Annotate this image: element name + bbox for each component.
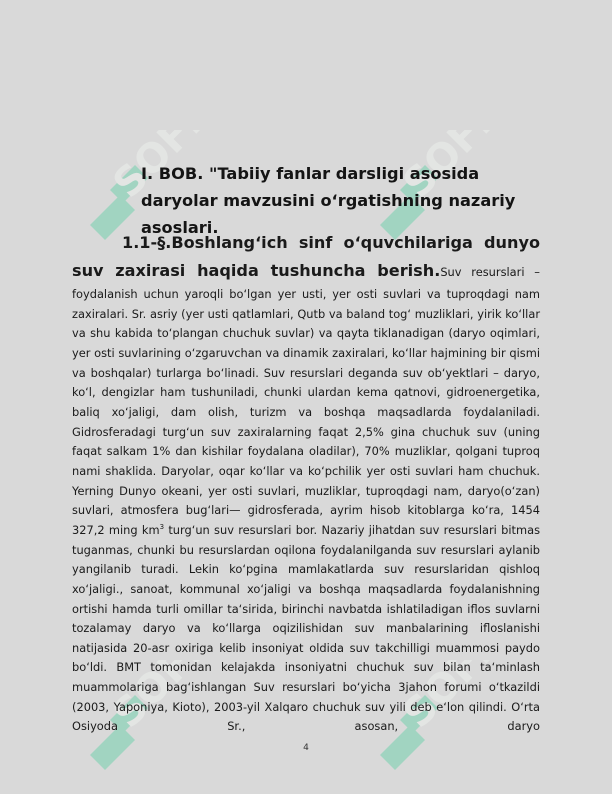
svg-text:SOFF: SOFF <box>394 660 511 738</box>
chapter-title: I. BOB. "Tabiiy fanlar darsligi asosida daryolar mavzusini o‘rgatishning nazariy asoslari. <box>141 164 516 237</box>
svg-text:SOFF: SOFF <box>394 130 511 208</box>
body-text: Suv resurslari – foydalanish uchun yaroqli bo‘lgan yer usti, yer osti suvlari va tuproqdagi nam zaxiralari. Sr. asriy (yer usti qatlamlari, Qutb va baland tog‘ muzliklari, yirik ko‘llar va shu kabida to‘plangan chuchuk suvlar) va qayta tiklanadigan (daryo oqimlari, yer osti suvlarining o‘zgaruvchan va dinamik zaxiralari, ko‘llar hajmining bir qismi va boshqalar) turlarga bo‘linadi. Suv resurslari deganda suv ob‘yektlari – daryo, ko‘l, dengizlar ham tushuniladi, chunki ulardan kema qatnovi, gidroenergetika, baliq xo‘jaligi, dam olish, turizm va boshqa maqsadlarda foydalaniladi. Gidrosferadagi turg‘un suv zaxiralarning faqat 2,5% gina chuchuk suv (uning faqat salkam 1% dan kishilar foydalana oladilar), 70% muzliklar, qolgani tuproq nami shaklida. Daryolar, oqar ko‘llar va ko‘pchilik yer osti suvlari ham chuchuk. Yerning Dunyo okeani, yer osti suvlari, muzliklar, tuproqdagi nam, daryo(o‘zan) suvlari, atmosfera bug‘lari— gidrosferada, ayrim hisob kitoblarga ko‘ra, 1454 327,2 ming km <box>72 265 540 537</box>
body-text-continued: turg‘un suv resurslari bor. Nazariy jihatdan suv resurslari bitmas tuganmas, chunki bu resurslardan oqilona foydalanilganda suv resurslari aylanib yangilanib turadi. Lekin ko‘pgina mamlakatlarda suv resurslaridan qishloq xo‘jaligi., sanoat, kommunal xo‘jaligi va boshqa maqsadlarda foydalanishning ortishi hamda turli omillar ta‘sirida, birinchi navbatda ishlatiladigan iflos suvlarni tozalamay daryo va ko‘llarga oqizilishidan suv manbalarining ifloslanishi natijasida 20-asr oxiriga kelib insoniyat oldida suv takchilligi muammosi paydo bo‘ldi. BMT tomonidan kelajakda insoniyatni chuchuk suv bilan ta‘minlash muammolariga bag‘ishlangan Suv resurslari bo‘yicha 3jahon forumi o‘tkazildi (2003, Yaponiya, Kioto), 2003-yil Xalqaro chuchuk suv yili deb e‘lon qilindi. O‘rta Osiyoda Sr., asosan, daryo <box>72 522 540 734</box>
section-heading: 1.1-§.Boshlang‘ich sinf o‘quvchilariga dunyo suv zaxirasi haqida tushuncha berish. <box>72 233 540 280</box>
unit-superscript: 3 <box>159 523 165 532</box>
section-body <box>72 229 540 737</box>
svg-text:SOFF: SOFF <box>104 130 221 208</box>
svg-text:SOFF: SOFF <box>104 660 221 738</box>
page-number: 4 <box>303 743 309 753</box>
